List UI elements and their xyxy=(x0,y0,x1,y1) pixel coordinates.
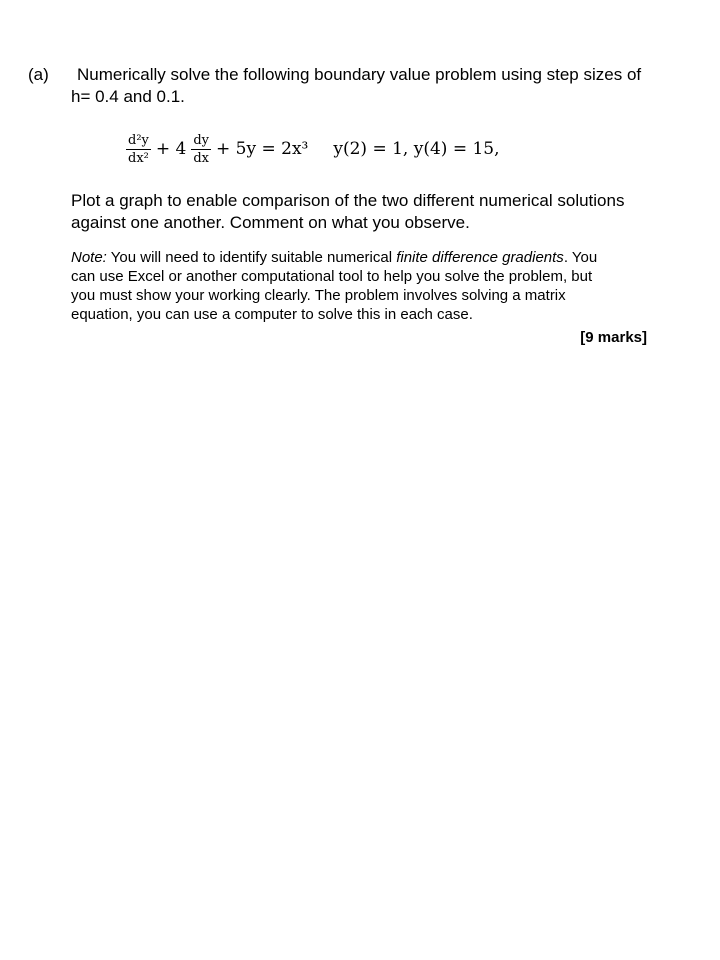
note-prefix: Note: xyxy=(71,249,107,266)
question-label: (a) xyxy=(28,65,49,84)
marks-allocation: [9 marks] xyxy=(580,329,647,346)
second-derivative-denominator: dx² xyxy=(128,150,149,166)
first-derivative-numerator: dy xyxy=(193,132,210,148)
question-intro xyxy=(71,64,671,108)
note-emphasis: finite difference gradients xyxy=(396,249,564,266)
second-derivative-fraction xyxy=(126,133,151,166)
first-derivative-fraction xyxy=(191,133,211,166)
first-derivative-denominator: dx xyxy=(193,150,210,166)
note-paragraph xyxy=(71,248,671,324)
intro-line-1: Numerically solve the following boundary value problem using step sizes of xyxy=(77,65,642,84)
second-derivative-numerator: d²y xyxy=(128,132,149,148)
note-line-4: equation, you can use a computer to solve this in each case. xyxy=(71,306,473,323)
intro-line-2: h= 0.4 and 0.1. xyxy=(71,87,185,106)
note-line-3: you must show your working clearly. The problem involves solving a matrix xyxy=(71,287,566,304)
plot-instruction xyxy=(71,190,671,234)
boundary-conditions: y(2) = 1, y(4) = 15, xyxy=(333,139,500,159)
note-line-1-a: You will need to identify suitable numerical xyxy=(106,249,397,266)
differential-equation xyxy=(124,126,500,172)
equation-remainder: + 5y = 2x³ xyxy=(216,139,309,159)
plot-line-1: Plot a graph to enable comparison of the two different numerical solutions xyxy=(71,191,625,210)
equation-plus-coefficient: + 4 xyxy=(155,139,187,159)
plot-line-2: against one another. Comment on what you observe. xyxy=(71,213,470,232)
note-line-1 xyxy=(71,248,671,267)
note-line-2: can use Excel or another computational tool to help you solve the problem, but xyxy=(71,268,593,285)
note-line-1-b: . You xyxy=(563,249,598,266)
